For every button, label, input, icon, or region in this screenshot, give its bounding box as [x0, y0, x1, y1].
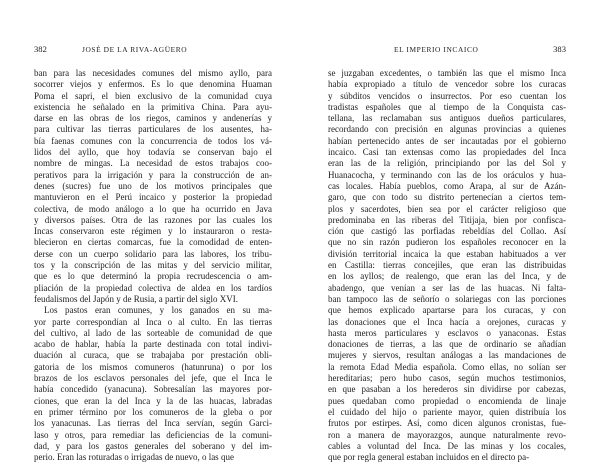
- text-line: eran las de la religión, principiando por las del Sol y: [328, 158, 566, 169]
- text-line: bía faenas comunes con la concurrencia de todos los vá-: [34, 135, 272, 146]
- text-line: había concedido (yanacuna). Sobresalían las mayores por-: [34, 384, 272, 395]
- text-line: recordando con precisión en algunas provincias a quienes: [328, 124, 566, 135]
- text-line: ciones, que eran la del Inca y la de las huacas, labradas: [34, 395, 272, 406]
- text-line: del cultivo, al lado de las sorteable de comunidad de que: [34, 327, 272, 338]
- body-text: [34, 68, 272, 463]
- text-line: feudalismos del Japón y de Rusia, a partir del siglo XVI.: [34, 293, 238, 304]
- text-line: lidos del ayllo, que hoy todavía se conservan bajo el: [34, 147, 272, 158]
- text-line: hereditarias; pero hubo casos, según muchos testimonios,: [328, 373, 566, 384]
- text-line: incaico. Casi tan extensas como las propiedades del Inca: [328, 147, 566, 158]
- text-line: Poma el sapri, el bien exclusivo de la comunidad cuya: [34, 90, 272, 101]
- text-line: garo, que con todo su distrito pertenecían a ciertos tem-: [328, 192, 566, 203]
- text-line: que por regla general estaban incluidos en el directo pa-: [328, 452, 530, 463]
- left-page: [34, 44, 272, 463]
- text-line: que hemos explicado apartarse para los curacas, y con: [328, 305, 566, 316]
- text-line: y súbditos vencidos o insurrectos. Por eso cuentan los: [328, 90, 566, 101]
- text-line: blecieron en ciertas comarcas, fue la comodidad de enten-: [34, 237, 272, 248]
- page-number: 382: [34, 44, 47, 54]
- running-head-left: [34, 44, 272, 58]
- text-line: plos y sacerdotes, bien sea por el carácter religioso que: [328, 203, 566, 214]
- text-line: en los ayllos; de realengo, que eran las del Inca, y de: [328, 271, 566, 282]
- text-line: hasta meros particulares y esclavos o yanaconas. Estas: [328, 327, 566, 338]
- text-line: perativos para la irrigación y para la construcción de an-: [34, 169, 272, 180]
- text-line: Los pastos eran comunes, y los ganados en su ma-: [44, 305, 272, 316]
- text-line: ban para las necesidades comunes del mismo ayllo, para: [34, 68, 272, 78]
- text-line: predominaba en las riberas del Titijaja, bien por confisca-: [328, 214, 566, 225]
- text-line: para cultivar las tierras particulares de los ausentes, ha-: [34, 124, 272, 135]
- text-line: tellana, las reclamaban sus antiguos dueños particulares,: [328, 113, 566, 124]
- text-line: había expropiado a título de vencedor sobre los curacas: [328, 79, 566, 90]
- body-text: [328, 68, 566, 463]
- text-line: y diversos países. Otra de las razones por las cuales los: [34, 214, 272, 225]
- text-line: frutos por estirpes. Así, como dicen algunos cronistas, fue-: [328, 418, 566, 429]
- text-line: habían pertenecido antes de ser incautadas por el gobierno: [328, 135, 566, 146]
- text-line: dad, y para los gastos generales del soberano y del im-: [34, 440, 272, 451]
- text-line: ron a manera de mayorazgos, aunque naturalmente revo-: [328, 429, 566, 440]
- text-line: derse con un cuerpo solidario para las labores, los tribu-: [34, 248, 272, 259]
- text-line: Huanacocha, y terminando con las de los oráculos y hua-: [328, 169, 566, 180]
- text-line: mantuvieron en el Perú incaico y posterior la propiedad: [34, 192, 272, 203]
- page-number: 383: [553, 44, 566, 54]
- right-page: [328, 44, 566, 463]
- text-line: cas locales. Había pueblos, como Arapa, al sur de Azán-: [328, 180, 566, 191]
- text-line: en primer término por los comuneros de la gleba o por: [34, 406, 272, 417]
- text-line: pliación de la propiedad colectiva de aldea en los tardíos: [34, 282, 272, 293]
- text-line: tos y la conscripción de las mitas y del servicio militar,: [34, 260, 272, 271]
- text-line: las donaciones que el Inca hacía a orejones, curacas y: [328, 316, 566, 327]
- text-line: que no sin razón pudieron los españoles reconocer en la: [328, 237, 566, 248]
- text-line: la remota Edad Media española. Como ellas, no solían ser: [328, 361, 566, 372]
- text-line: se juzgaban excedentes, o también las que el mismo Inca: [328, 68, 566, 78]
- text-line: que es lo que determinó la propia recrudescencia o am-: [34, 271, 272, 282]
- text-line: cables a voluntad del Inca. De las minas y los cocales,: [328, 440, 566, 451]
- text-line: tradistas españoles que al tiempo de la Conquista cas-: [328, 101, 566, 112]
- text-line: acabo de hablar, había la parte destinada con total indivi-: [34, 339, 272, 350]
- text-line: Incas conservaron este régimen y lo instauraron o resta-: [34, 226, 272, 237]
- text-line: donaciones de tierras, a las que de ordinario se añadían: [328, 339, 566, 350]
- text-line: colectiva, de modo análogo a lo que ha ocurrido en Java: [34, 203, 272, 214]
- text-line: abadengo, que venían a ser las de las huacas. Ni falta-: [328, 282, 566, 293]
- text-line: en que pasaban a los herederos sin dividirse por cabezas,: [328, 384, 566, 395]
- text-line: pues quedaban como propiedad o encomienda de linaje: [328, 395, 566, 406]
- text-line: denes (sucres) fue uno de los motivos principales que: [34, 180, 272, 191]
- text-line: laso y otros, para remediar las deficiencias de la comuni-: [34, 429, 272, 440]
- text-line: el cuidado del hijo o pariente mayor, quien distribuía los: [328, 406, 566, 417]
- text-line: los yanacunas. Las tierras del Inca servían, según Garci-: [34, 418, 272, 429]
- running-head-title: EL IMPERIO INCAICO: [394, 45, 479, 54]
- text-line: en Castilla: tierras concejiles, que eran las distribuidas: [328, 260, 566, 271]
- text-line: ción que castigó las porfiadas rebeldías del Collao. Así: [328, 226, 566, 237]
- text-line: darse en las obras de los riegos, caminos y andenerías y: [34, 113, 272, 124]
- text-line: socorrer viejos y enfermos. Es lo que denomina Huaman: [34, 79, 272, 90]
- running-head-title: JOSÉ DE LA RIVA-AGÜERO: [82, 45, 188, 54]
- text-line: nombre de mingas. La necesidad de estos trabajos coo-: [34, 158, 272, 169]
- text-line: ban tampoco las de señorío o solariegas con las porciones: [328, 293, 566, 304]
- text-line: mujeres y siervos, resultan análogas a las mandaciones de: [328, 350, 566, 361]
- text-line: existencia he señalado en la primitiva China. Para ayu-: [34, 101, 272, 112]
- text-line: división territorial incaica la que estaban habituados a ver: [328, 248, 566, 259]
- text-line: brazos de los esclavos personales del jefe, que el Inca le: [34, 373, 272, 384]
- text-line: duación al curaca, que se trabajaba por prestación obli-: [34, 350, 272, 361]
- running-head-right: [328, 44, 566, 58]
- text-line: yor parte correspondían al Inca o al culto. En las tierras: [34, 316, 272, 327]
- text-line: perio. Eran las roturadas o irrigadas de nuevo, o las que: [34, 452, 234, 463]
- text-line: gatoria de los mismos comuneros (hatunruna) o por los: [34, 361, 272, 372]
